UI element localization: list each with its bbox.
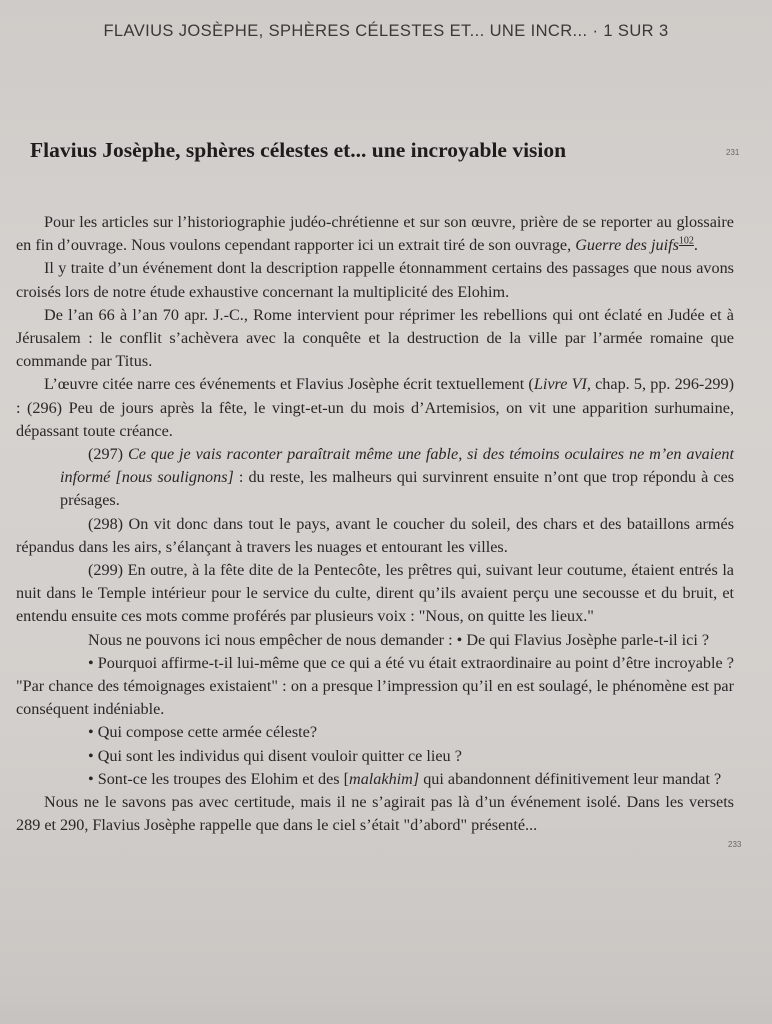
footnote-link[interactable]: 102 [678,235,694,247]
work-title: Guerre des juifs [575,236,679,255]
verse-number: (297) [88,445,128,464]
page-marker-bottom: 233 [728,840,742,849]
paragraph-text: chap. 5, pp. 296-299) : (296) Peu de jours après la fête, le vingt-et-un du mois d’Artemisios, on vit une apparition surhumaine, dépassant toute créance. [16,375,734,440]
page-bottom-shadow [0,994,772,1024]
paragraph-text: L’œuvre citée narre ces événements et Flavius Josèphe écrit textuellement ( [44,375,534,394]
bullet-text: qui abandonnent définitivement leur mandat ? [419,769,722,788]
bullet-italic: malakhim] [349,769,420,788]
paragraph-1 [16,211,734,257]
quote-299: (299) En outre, à la fête dite de la Pentecôte, les prêtres qui, suivant leur coutume, étaient entrés la nuit dans le Temple intérieur pour le service du culte, dirent qu’ils avaient perçu une secousse et du bruit, et entendu ensuite ces mots comme proférés par plusieurs voix : "Nous, on quitte les lieux." [16,561,734,626]
paragraph-text: Pour les articles sur l’historiographie judéo-chrétienne et sur son œuvre, prière de se reporter au glossaire en fin d’ouvrage. Nous voulons cependant rapporter ici un extrait tiré de son ouvrage, [16,213,734,255]
paragraph-3: De l’an 66 à l’an 70 apr. J.-C., Rome intervient pour réprimer les rebellions qui ont éclaté en Judée et à Jérusalem : le conflit s’achèvera avec la conquête et la destruction de la ville par l’armée romaine que commande par Titus. [16,305,734,371]
reader-header-title: FLAVIUS JOSÈPHE, SPHÈRES CÉLESTES ET... UNE INCR... · 1 SUR 3 [103,22,669,40]
bullet-1: • Pourquoi affirme-t-il lui-même que ce qui a été vu était extraordinaire au point d’être incroyable ? "Par chance des témoignages existaient" : on a presque l’impression qu’il en est soulagé, le phénomène est par conséquent indéniable. [16,653,734,719]
quote-298: (298) On vit donc dans tout le pays, avant le coucher du soleil, des chars et des bataillons armés répandus dans les airs, s’élançant à travers les nuages et entourant les villes. [16,514,734,556]
quote-text: : du reste, les malheurs qui survinrent ensuite n’ont que trop répondu à ces présages. [60,468,734,510]
bullet-text: • Sont-ce les troupes des Elohim et des [ [88,769,350,788]
quote-297 [16,443,734,513]
bullet-2: • Qui compose cette armée céleste? [88,723,318,742]
paragraph-2: Il y traite d’un événement dont la description rappelle étonnamment certains des passages que nous avons croisés lors de notre étude exhaustive concernant la multiplicité des Elohim. [16,259,734,301]
bullet-3: • Qui sont les individus qui disent vouloir quitter ce lieu ? [88,746,462,765]
quote-italic: Ce que je vais raconter paraîtrait même une fable, si des témoins oculaires ne m’en avaient informé [nous soulignons] [60,445,734,487]
bullet-4 [16,768,734,791]
page-marker-top: 231 [726,148,740,157]
paragraph-end: . [693,236,698,255]
paragraph-4 [16,373,734,443]
paragraph-5: Nous ne pouvons ici nous empêcher de nous demander : • De qui Flavius Josèphe parle-t-il ici ? [88,630,710,649]
book-reference: Livre VI, [533,375,591,394]
paragraph-6: Nous ne le savons pas avec certitude, mais il ne s’agirait pas là d’un événement isolé. Dans les versets 289 et 290, Flavius Josèphe rappelle que dans le ciel s’était "d’abord" présenté... [16,793,734,835]
chapter-title: Flavius Josèphe, sphères célestes et... une incroyable vision [30,138,567,162]
chapter-body [16,211,734,837]
